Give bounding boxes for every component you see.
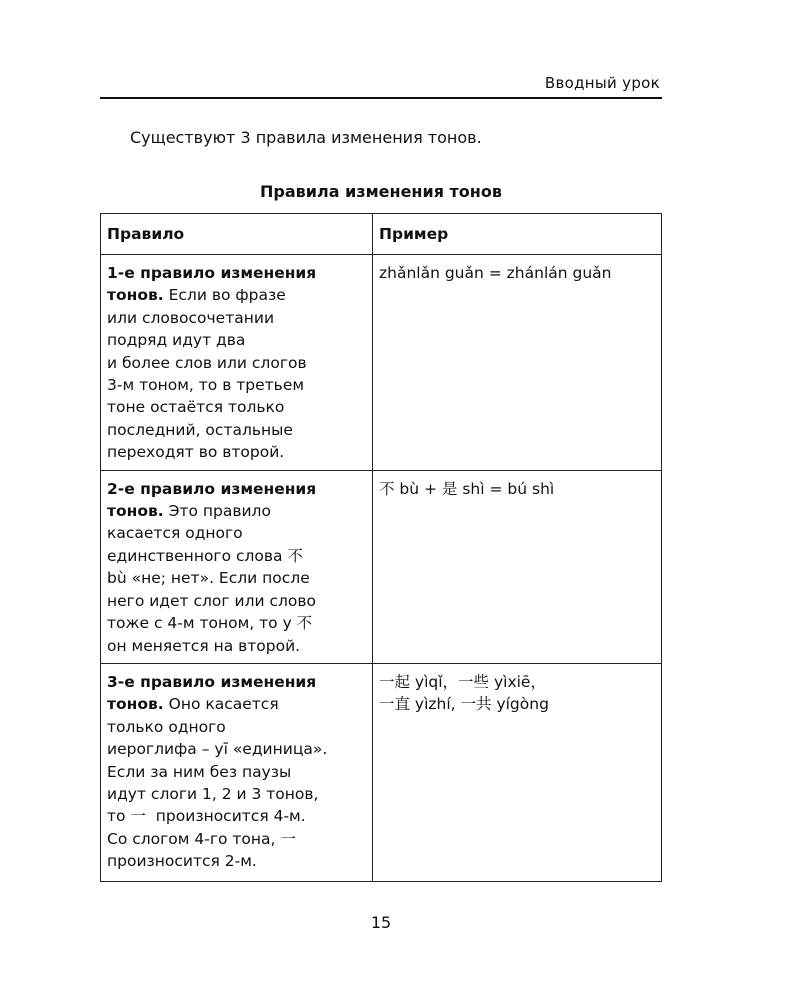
- table-row: [101, 663, 662, 881]
- header-rule: [100, 97, 662, 99]
- rule-text-line: и более слов или слогов: [107, 353, 307, 372]
- example-line: zhǎnlǎn guǎn = zhánlán guǎn: [379, 264, 612, 282]
- table-header-row: [101, 214, 662, 255]
- example-line: 一直 yìzhí, 一共 yígòng: [379, 695, 549, 714]
- rule-text-line: последний, остальные: [107, 420, 293, 439]
- rule-text-line: только одного: [107, 717, 226, 736]
- rule-text-line: bù «не; нет». Если после: [107, 569, 310, 588]
- example-cell: [373, 470, 662, 663]
- rule-title: 1-е правило изменения тонов.: [107, 264, 317, 305]
- rule-text-line: Со слогом 4-го тона, 一: [107, 829, 296, 848]
- example-cell: [373, 255, 662, 471]
- page-number: 15: [370, 913, 392, 932]
- header-rule-column: Правило: [101, 214, 373, 255]
- rule-text-line: Это правило: [163, 502, 271, 521]
- rule-text-line: переходят во второй.: [107, 443, 285, 462]
- running-head: Вводный урок: [544, 74, 660, 92]
- rule-text-line: Если за ним без паузы: [107, 762, 292, 781]
- rule-text-line: Если во фразе: [163, 286, 286, 305]
- rule-cell: [101, 663, 373, 881]
- table-row: [101, 255, 662, 471]
- rule-text-line: касается одного: [107, 524, 243, 543]
- table-row: [101, 470, 662, 663]
- example-cell: [373, 663, 662, 881]
- table-title: Правила изменения тонов: [260, 182, 502, 201]
- example-line: 一起 yìqǐ，一些 yìxiē，: [379, 672, 546, 691]
- tone-rules-table: [100, 213, 662, 882]
- header-example-column: Пример: [373, 214, 662, 255]
- rule-text-line: Оно касается: [163, 695, 279, 714]
- rule-text-line: тоже с 4-м тоном, то у 不: [107, 614, 313, 633]
- rule-text-line: произносится 2-м.: [107, 852, 257, 871]
- rule-text-line: иероглифа – yī «единица».: [107, 740, 328, 759]
- rule-text-line: или словосочетании: [107, 308, 275, 327]
- rule-text-line: подряд идут два: [107, 331, 246, 350]
- rule-text-line: идут слоги 1, 2 и 3 тонов,: [107, 784, 319, 803]
- rule-text-line: он меняется на второй.: [107, 636, 301, 655]
- rule-title: 3-е правило изменения тонов.: [107, 672, 317, 714]
- rule-text-line: единственного слова 不: [107, 546, 303, 565]
- rule-text-line: то 一 произносится 4-м.: [107, 807, 306, 826]
- example-line: 不 bù + 是 shì = bú shì: [379, 479, 555, 498]
- rule-text-line: 3-м тоном, то в третьем: [107, 376, 305, 395]
- rule-text-line: него идет слог или слово: [107, 591, 317, 610]
- intro-paragraph: Существуют 3 правила изменения тонов.: [130, 128, 482, 147]
- rule-cell: [101, 470, 373, 663]
- rule-text-line: тоне остаётся только: [107, 398, 285, 417]
- rule-title: 2-е правило изменения тонов.: [107, 479, 317, 521]
- rule-cell: [101, 255, 373, 471]
